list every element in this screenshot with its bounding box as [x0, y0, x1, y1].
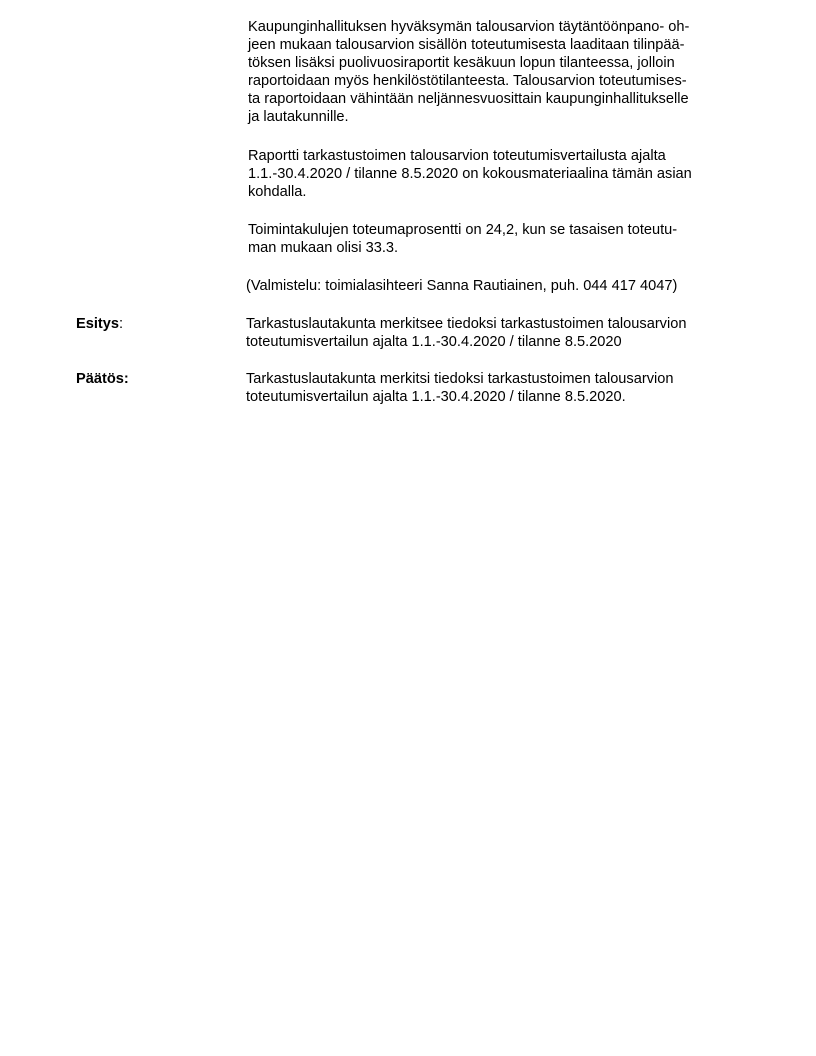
proposal-line: toteutumisvertailun ajalta 1.1.-30.4.2020 / tilanne 8.5.2020 [246, 334, 622, 350]
intro-paragraph [248, 18, 740, 126]
decision-line: toteutumisvertailun ajalta 1.1.-30.4.2020 / tilanne 8.5.2020. [246, 389, 626, 405]
report-line: Raportti tarkastustoimen talousarvion toteutumisvertailusta ajalta [248, 148, 666, 164]
costs-paragraph [248, 221, 740, 257]
decision-label-text: Päätös: [76, 371, 129, 387]
decision-text [246, 370, 746, 406]
intro-line: ta raportoidaan vähintään neljännesvuosittain kaupunginhallitukselle [248, 91, 689, 107]
intro-line: raportoidaan myös henkilöstötilanteesta. Talousarvion toteutumises- [248, 73, 687, 89]
intro-line: ja lautakunnille. [248, 109, 349, 125]
report-line: 1.1.-30.4.2020 / tilanne 8.5.2020 on kokousmateriaalina tämän asian [248, 166, 692, 182]
decision-line: Tarkastuslautakunta merkitsi tiedoksi tarkastustoimen talousarvion [246, 371, 674, 387]
preparation-note [246, 277, 738, 295]
decision-label [76, 370, 129, 388]
proposal-label-text: Esitys [76, 316, 119, 332]
preparation-text: (Valmistelu: toimialasihteeri Sanna Rautiainen, puh. 044 417 4047) [246, 278, 678, 294]
proposal-label-colon: : [119, 316, 124, 332]
report-line: kohdalla. [248, 184, 307, 200]
report-paragraph [248, 147, 740, 201]
proposal-line: Tarkastuslautakunta merkitsee tiedoksi tarkastustoimen talousarvion [246, 316, 687, 332]
proposal-text [246, 315, 746, 351]
costs-line: man mukaan olisi 33.3. [248, 240, 399, 256]
intro-line: töksen lisäksi puolivuosiraportit kesäkuun lopun tilanteessa, jolloin [248, 55, 675, 71]
intro-line: Kaupunginhallituksen hyväksymän talousarvion täytäntöönpano- oh- [248, 19, 690, 35]
costs-line: Toimintakulujen toteumaprosentti on 24,2, kun se tasaisen toteutu- [248, 222, 678, 238]
intro-line: jeen mukaan talousarvion sisällön toteutumisesta laaditaan tilinpää- [248, 37, 685, 53]
proposal-label [76, 315, 123, 333]
